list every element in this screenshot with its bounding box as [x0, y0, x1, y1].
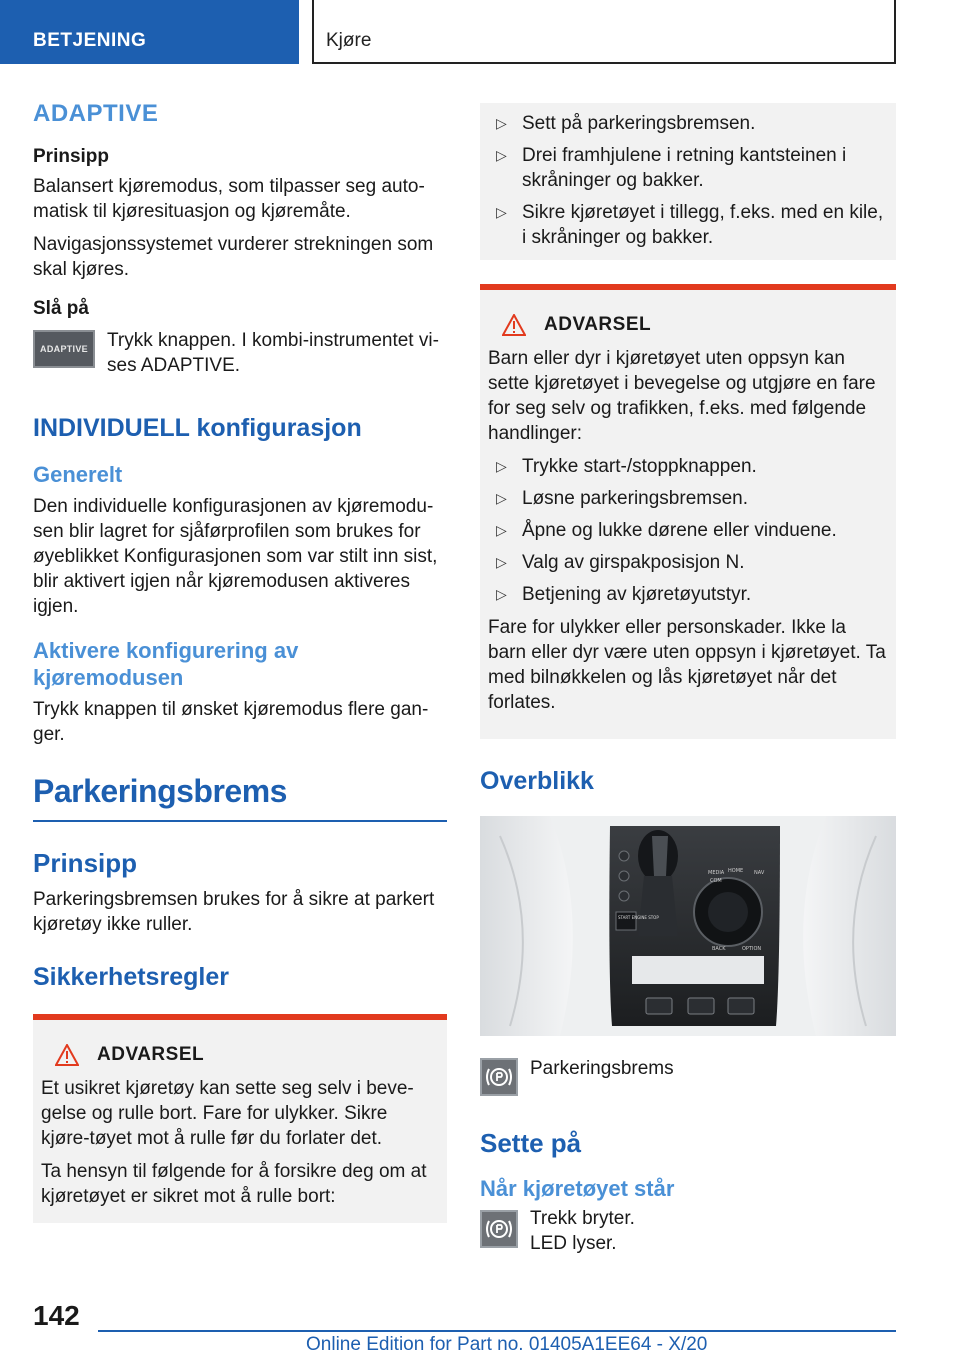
warning-2-paragraph-1: Barn eller dyr i kjøretøyet uten oppsyn kan sette kjøretøyet i bevegelse og utgjøre en fare for seg selv og trafikken, f.eks. med følgende handlinger: — [488, 348, 876, 444]
photo-label-home: HOME — [728, 868, 744, 874]
generelt-title: Generelt — [33, 462, 123, 487]
warning-1-title-row — [41, 1044, 439, 1066]
warning-box-1 — [33, 1014, 447, 1223]
center-console-illustration — [480, 816, 896, 1036]
parking-brake-icon — [480, 1058, 518, 1096]
aktivere-title: Aktivere konfigurering av kjøremodusen — [33, 638, 299, 690]
photo-label-media: MEDIA — [708, 870, 725, 876]
photo-label-start: START ENGINE STOP — [618, 915, 659, 920]
right-column — [480, 103, 896, 1256]
header-section-tab — [0, 0, 299, 64]
photo-label-com: COM — [710, 878, 722, 884]
prinsipp2-title: Prinsipp — [33, 848, 138, 878]
list-item: ▷ Sett på parkeringsbremsen. — [488, 111, 888, 136]
securing-list — [488, 111, 888, 250]
nar-row — [480, 1210, 896, 1256]
left-column — [33, 100, 447, 1223]
pbrake-caption: Parkeringsbrems — [530, 1058, 674, 1079]
photo-label-back: BACK — [712, 946, 726, 952]
aktivere-text: Trykk knappen til ønsket kjøremodus flere gan-ger. — [33, 699, 429, 745]
header-chapter-tab — [312, 0, 896, 64]
warning-1-paragraph-1: Et usikret kjøretøy kan sette seg selv i beve-gelse og rulle bort. Fare for ulykker. Sikre kjøre-tøyet mot å rulle før du forlater det. — [41, 1078, 414, 1149]
header-section-label: BETJENING — [33, 30, 147, 51]
adaptive-title: ADAPTIVE — [33, 100, 159, 127]
warning-triangle-icon — [55, 1044, 79, 1066]
list-item: ▷ Sikre kjøretøyet i tillegg, f.eks. med en kile, i skråninger og bakker. — [488, 200, 888, 250]
list-item: ▷ Valg av girspakposisjon N. — [488, 550, 888, 575]
warning-triangle-icon — [502, 314, 526, 336]
sla-pa-label: Slå på — [33, 298, 89, 319]
overblikk-title: Overblikk — [480, 767, 594, 795]
warning-2-title-row — [488, 314, 888, 336]
footer-edition: Online Edition for Part no. 01405A1EE64 - X/20 — [306, 1334, 708, 1355]
adaptive-button-icon: ADAPTIVE — [33, 330, 95, 368]
list-item: ▷ Drei framhjulene i retning kantsteinen i skråninger og bakker. — [488, 143, 888, 193]
prinsipp-paragraph-2: Navigasjonssystemet vurderer strekningen som skal kjøres. — [33, 234, 434, 280]
warning-2-paragraph-2: Fare for ulykker eller personskader. Ikke la barn eller dyr være uten oppsyn i kjøretøyet. Ta med bilnøkkelen og lås kjøretøyet når det forlates. — [488, 617, 886, 713]
adaptive-button-row — [33, 328, 447, 378]
list-item: ▷ Trykke start-/stoppknappen. — [488, 454, 888, 479]
prinsipp2-text: Parkeringsbremsen brukes for å sikre at parkert kjøretøy ikke ruller. — [33, 889, 435, 935]
nar-paragraph-1: Trekk bryter. — [530, 1208, 635, 1229]
list-item: ▷ Løsne parkeringsbremsen. — [488, 486, 888, 511]
sla-pa-text: Trykk knappen. I kombi-instrumentet vi-ses ADAPTIVE. — [107, 330, 439, 376]
warning-1-title: ADVARSEL — [97, 1044, 205, 1065]
photo-label-nav: NAV — [754, 870, 765, 876]
page-number: 142 — [33, 1300, 80, 1331]
nar-title: Når kjøretøyet står — [480, 1176, 675, 1201]
warning-1-paragraph-2: Ta hensyn til følgende for å forsikre deg om at kjøretøyet er sikret mot å rulle bort: — [41, 1161, 427, 1207]
warning-box-2 — [480, 284, 896, 739]
prinsipp-label: Prinsipp — [33, 146, 110, 167]
pbrake-caption-row — [480, 1058, 896, 1096]
individuell-title: INDIVIDUELL konfigurasjon — [33, 414, 362, 442]
generelt-text: Den individuelle konfigurasjonen av kjøremodu-sen blir lagret for sjåførprofilen som brukes for øyeblikket Konfigurasjonen som var stilt inn sist, blir aktivert igjen når kjøremodusen aktiveres igjen. — [33, 496, 438, 617]
parkeringsbrems-title: Parkeringsbrems — [33, 773, 447, 822]
sikkerhet-title: Sikkerhetsregler — [33, 963, 229, 991]
header-chapter-label: Kjøre — [326, 30, 372, 51]
sette-pa-title: Sette på — [480, 1128, 582, 1158]
parking-brake-icon — [480, 1210, 518, 1248]
nar-paragraph-2: LED lyser. — [530, 1233, 617, 1254]
center-console-photo — [480, 816, 896, 1036]
warning-2-list — [488, 454, 888, 607]
list-item: ▷ Åpne og lukke dørene eller vinduene. — [488, 518, 888, 543]
footer-divider — [98, 1330, 896, 1332]
warning-2-title: ADVARSEL — [544, 314, 652, 335]
warning-1-continued — [480, 103, 896, 260]
photo-label-option: OPTION — [742, 946, 762, 952]
list-item: ▷ Betjening av kjøretøyutstyr. — [488, 582, 888, 607]
prinsipp-paragraph-1: Balansert kjøremodus, som tilpasser seg auto-matisk til kjøresituasjon og kjøremåte. — [33, 176, 425, 222]
